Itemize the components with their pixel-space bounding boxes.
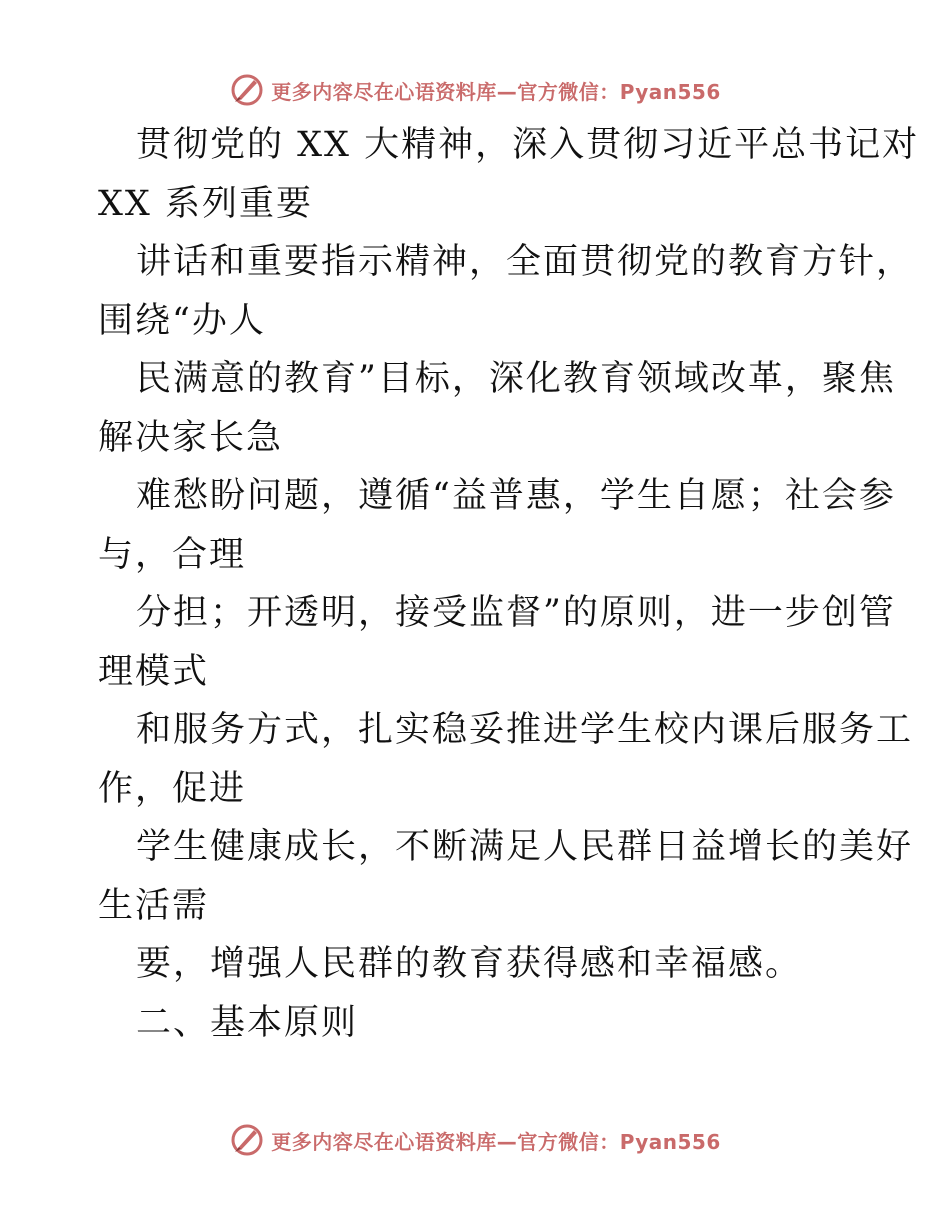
quill-pen-circle-icon (229, 72, 265, 108)
text-line: 围绕“办人 (98, 300, 266, 341)
watermark-text: 更多内容尽在心语资料库—官方微信：Pyan556 (271, 1129, 721, 1154)
text-line: 与，合理 (98, 534, 247, 575)
watermark-text: 更多内容尽在心语资料库—官方微信：Pyan556 (271, 79, 721, 104)
watermark-banner-bottom (0, 1120, 950, 1160)
text-line: 作，促进 (98, 768, 247, 809)
text-line: 贯彻党的 XX 大精神，深入贯彻习近平总书记对 (136, 125, 920, 165)
text-line: 民满意的教育”目标，深化教育领域改革，聚焦 (136, 359, 896, 399)
text-line: 学生健康成长，不断满足人民群日益增长的美好 (136, 827, 914, 867)
text-line: 二、基本原则 (136, 1002, 359, 1043)
text-line: 讲话和重要指示精神，全面贯彻党的教育方针， (136, 242, 914, 282)
text-line: 解决家长急 (98, 417, 284, 458)
text-line: XX 系列重要 (98, 183, 313, 224)
text-line: 难愁盼问题，遵循“益普惠，学生自愿；社会参 (136, 476, 896, 516)
text-line: 理模式 (98, 651, 210, 692)
text-line: 分担；开透明，接受监督”的原则，进一步创管 (136, 593, 896, 633)
quill-pen-circle-icon (229, 1122, 265, 1158)
text-line: 要，增强人民群的教育获得感和幸福感。 (136, 944, 803, 984)
watermark-banner-top (0, 70, 950, 110)
document-body (98, 116, 920, 1052)
text-line: 和服务方式，扎实稳妥推进学生校内课后服务工 (136, 710, 914, 750)
text-line: 生活需 (98, 885, 210, 926)
